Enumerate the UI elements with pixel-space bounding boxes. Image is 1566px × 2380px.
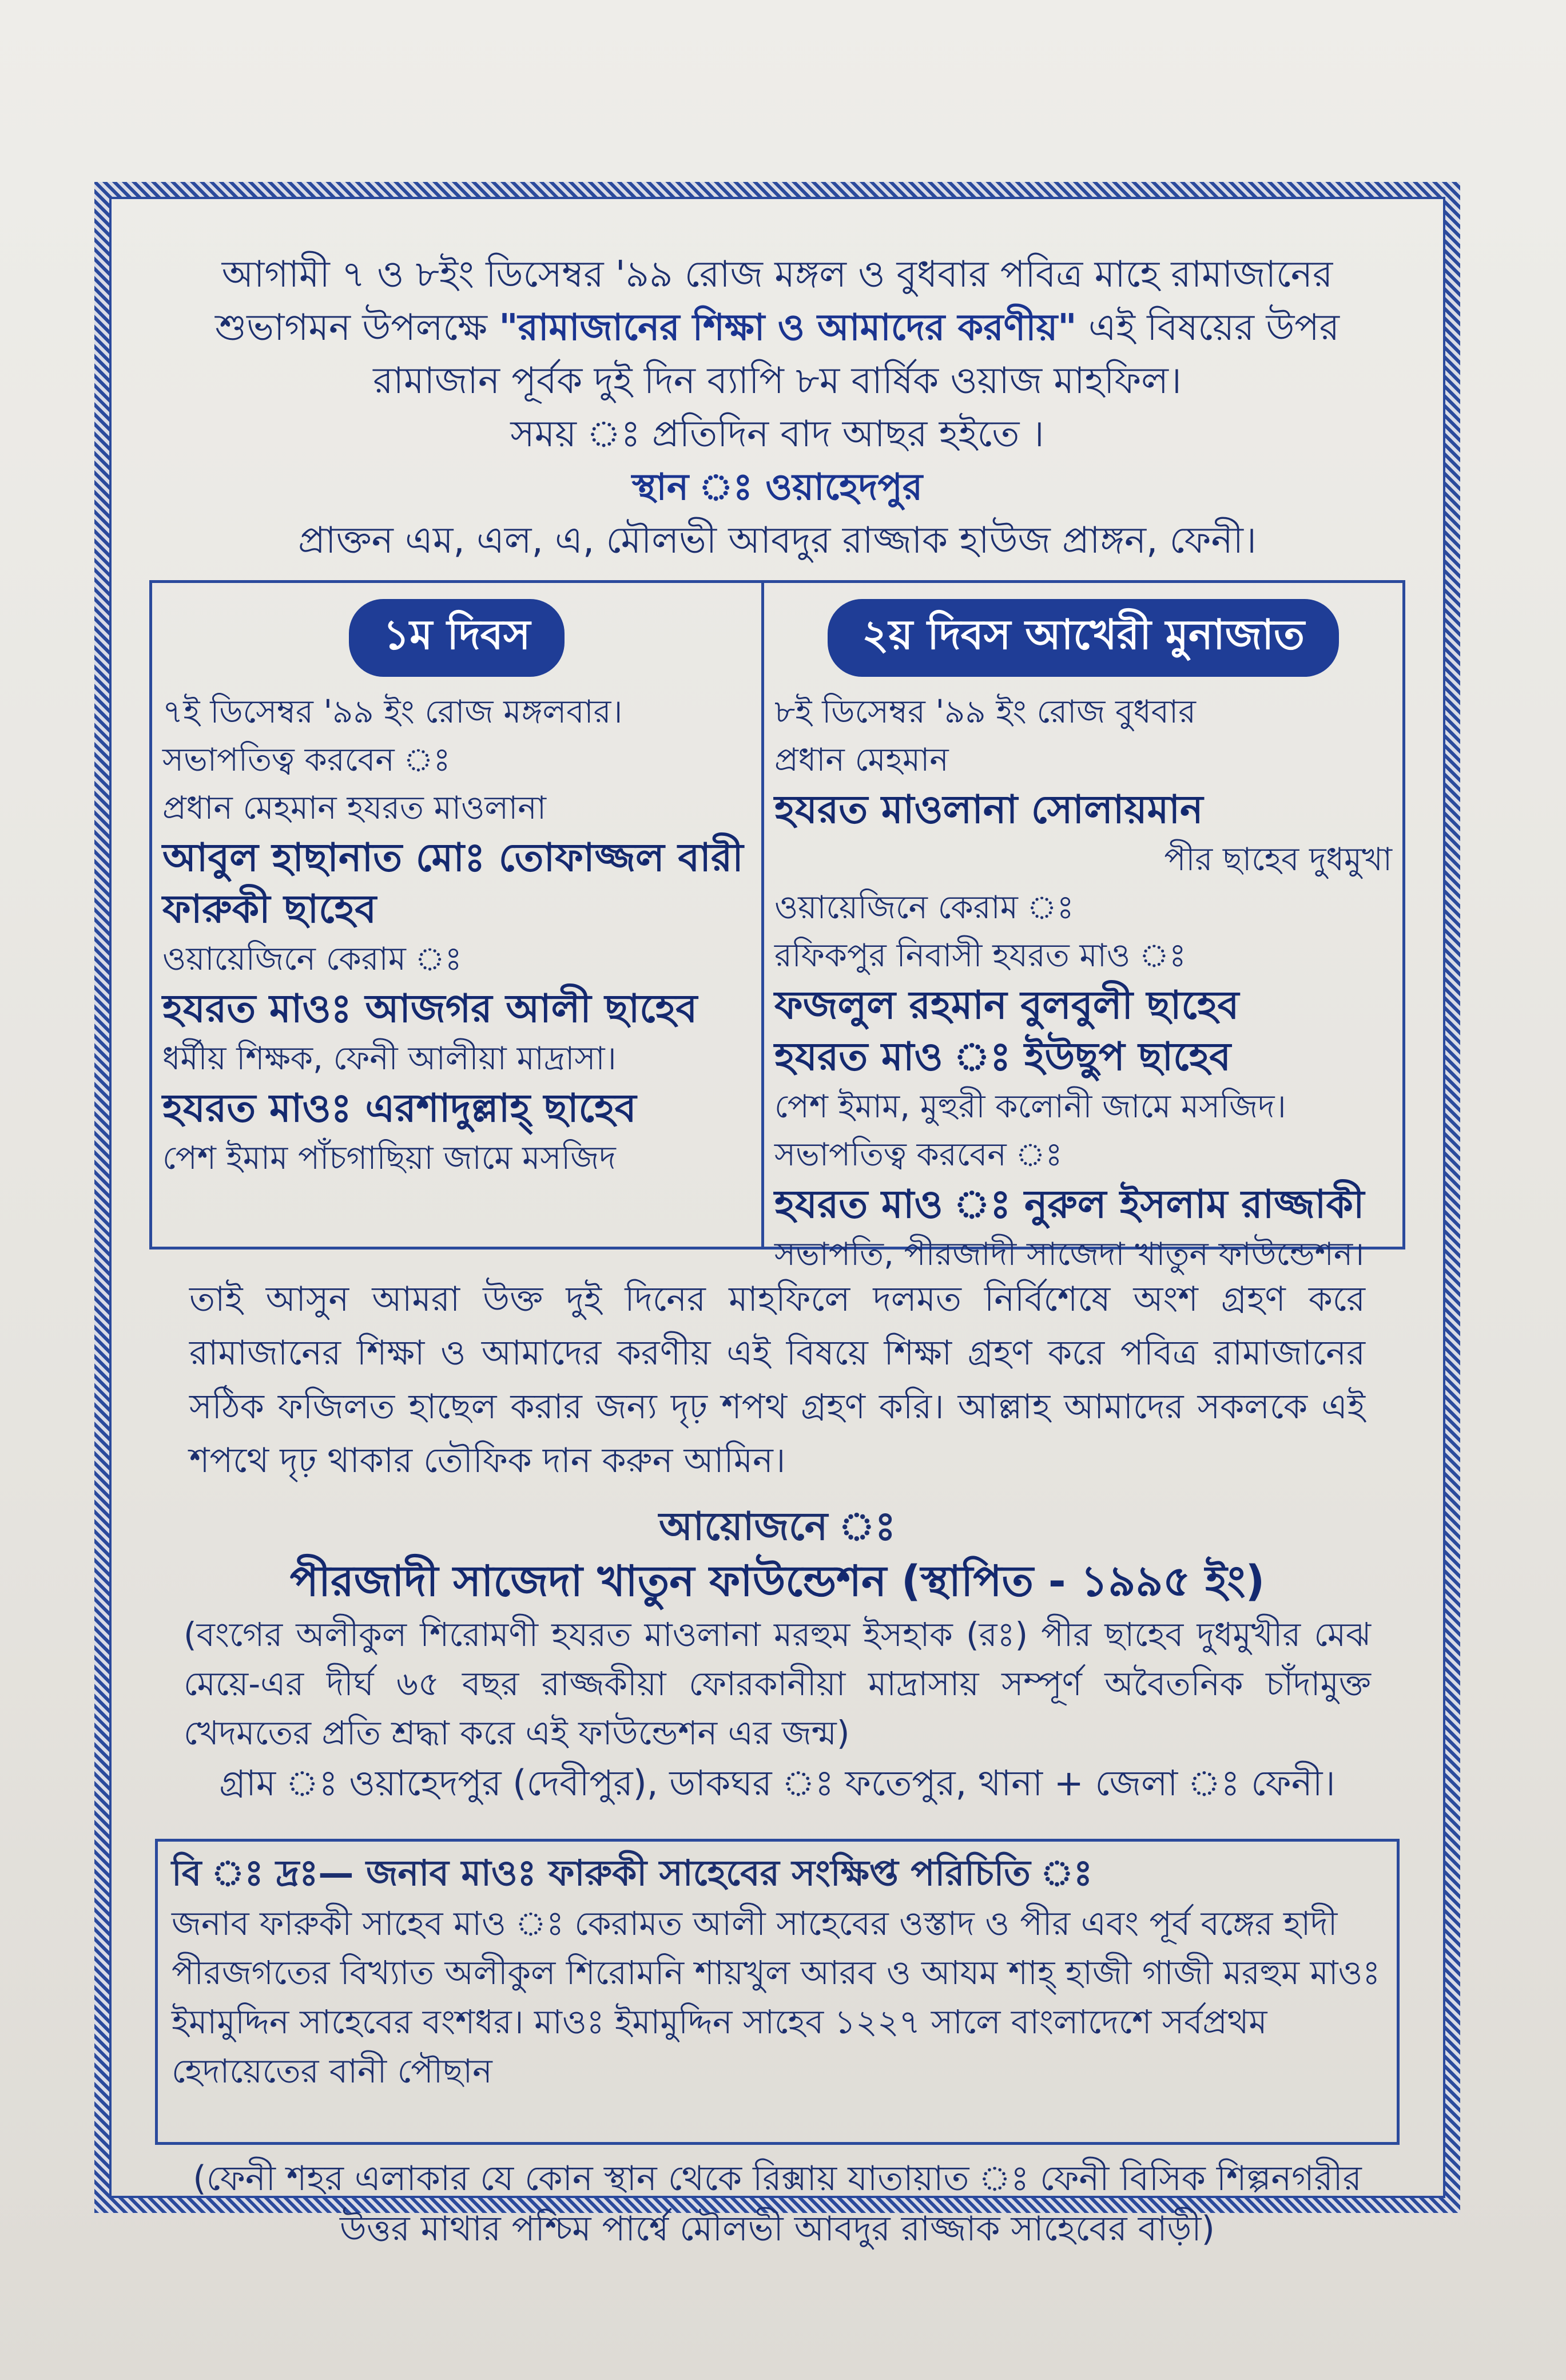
day1-line: প্রধান মেহমান হযরত মাওলানা <box>162 790 546 827</box>
decorative-border <box>94 182 1460 2249</box>
day2-line: হযরত মাওলানা সোলায়মান <box>774 787 1203 832</box>
day1-line: সভাপতিত্ব করবেন ঃ <box>162 741 451 779</box>
day2-line: প্রধান মেহমান <box>774 741 949 779</box>
schedule-columns <box>149 580 1405 1273</box>
organizer-name: পীরজাদী সাজেদা খাতুন ফাউন্ডেশন (স্থাপিত - ১৯৯৫ ইং) <box>289 1557 1265 1606</box>
note-body: জনাব ফারুকী সাহেব মাও ঃ কেরামত আলী সাহেবের ওস্তাদ ও পীর এবং পূর্ব বঙ্গের হাদী পীরজগতের বিখ্যাত অলীকুল শিরোমনি শায়খুল আরব ও আযম শাহ্‌ হাজী গাজী মরহুম মাওঃ ইমামুদ্দিন সাহেবের বংশধর। মাওঃ ইমামুদ্দিন সাহেব ১২২৭ সালে বাংলাদেশে সর্বপ্রথম হেদায়েতের বানী পৌছান <box>172 1904 1381 2091</box>
day2-line: রফিকপুর নিবাসী হযরত মাও ঃ <box>774 937 1186 974</box>
day2-line: সভাপতিত্ব করবেন ঃ <box>774 1136 1063 1173</box>
day1-line: আবুল হাছানাত মোঃ তোফাজ্জল বারী <box>162 835 744 880</box>
day2-lines <box>774 688 1392 1279</box>
note-box <box>155 1839 1400 2145</box>
intro-line-3: রামাজান পূর্বক দুই দিন ব্যাপি ৮ম বার্ষিক ওয়াজ মাহফিল। <box>373 360 1182 402</box>
appeal-paragraph: তাই আসুন আমরা উক্ত দুই দিনের মাহফিলে দলমত নির্বিশেষে অংশ গ্রহণ করে রামাজানের শিক্ষা ও আমাদের করণীয় এই বিষয়ে শিক্ষা গ্রহণ করে পবিত্র রামাজানের সঠিক ফজিলত হাছেল করার জন্য দৃঢ় শপথ গ্রহণ করি। আল্লাহ আমাদের সকলকে এই শপথে দৃঢ় থাকার তৌফিক দান করুন আমিন। <box>189 1279 1365 1481</box>
day2-line: ৮ই ডিসেম্বর '৯৯ ইং রোজ বুধবার <box>774 693 1196 731</box>
day1-line: হযরত মাওঃ এরশাদুল্লাহ্‌ ছাহেব <box>162 1086 637 1131</box>
organizer-description: (বংগের অলীকুল শিরোমণী হযরত মাওলানা মরহুম ইসহাক (রঃ) পীর ছাহেব দুধমুখীর মেঝ মেয়ে-এর দীর্ঘ ৬৫ বছর রাজ্জকীয়া ফোরকানীয়া মাদ্রাসায় সম্পূর্ণ অবৈতনিক চাঁদামুক্ত খেদমতের প্রতি শ্রদ্ধা করে এই ফাউন্ডেশন এর জন্ম) <box>184 1615 1371 1752</box>
day2-line: হযরত মাও ঃ নুরুল ইসলাম রাজ্জাকী <box>774 1182 1365 1227</box>
intro-topic: "রামাজানের শিক্ষা ও আমাদের করণীয়" <box>499 307 1077 349</box>
day2-line: ওয়ায়েজিনে কেরাম ঃ <box>774 889 1074 926</box>
footer-line-1: (ফেনী শহর এলাকার যে কোন স্থান থেকে রিক্সায় যাতায়াত ঃ ফেনী বিসিক শিল্পনগরীর <box>193 2159 1362 2199</box>
day1-title: ১ম দিবস <box>349 599 565 677</box>
day1-line: পেশ ইমাম পাঁচগাছিয়া জামে মসজিদ <box>162 1140 616 1177</box>
footer-line-2: উত্তর মাথার পশ্চিম পার্শ্বে মৌলভী আবদুর রাজ্জাক সাহেবের বাড়ী) <box>340 2209 1215 2249</box>
intro-line-2 <box>149 302 1405 355</box>
intro-block <box>149 248 1405 568</box>
day2-line: পীর ছাহেব দুধমুখা <box>1164 841 1392 878</box>
intro-time: সময় ঃ প্রতিদিন বাদ আছর হইতে । <box>510 413 1044 455</box>
day2-line: ফজলুল রহমান বুলবুলী ছাহেব <box>774 983 1239 1028</box>
day1-line: ওয়ায়েজিনে কেরাম ঃ <box>162 941 462 978</box>
day2-line: হযরত মাও ঃ ইউছুপ ছাহেব <box>774 1034 1231 1080</box>
frame-content <box>126 214 1428 2249</box>
intro-line-2-pre: শুভাগমন উপলক্ষে <box>215 307 499 349</box>
day1-line: ফারুকী ছাহেব <box>162 887 377 932</box>
intro-line-2-post: এই বিষয়ের উপর <box>1076 307 1340 349</box>
day2-title: ২য় দিবস আখেরী মুনাজাত <box>828 599 1339 677</box>
day1-line: ধর্মীয় শিক্ষক, ফেনী আলীয়া মাদ্রাসা। <box>162 1040 617 1077</box>
day1-line: ৭ই ডিসেম্বর '৯৯ ইং রোজ মঙ্গলবার। <box>162 693 623 731</box>
organizer-label: আয়োজনে ঃ <box>659 1504 896 1549</box>
day1-line: হযরত মাওঃ আজগর আলী ছাহেব <box>162 986 698 1032</box>
day2-column <box>764 583 1402 1273</box>
note-title: বি ঃ দ্রঃ— জনাব মাওঃ ফারুকী সাহেবের সংক্ষিপ্ত পরিচিতি ঃ <box>172 1852 1093 1894</box>
day1-column <box>152 583 764 1247</box>
day2-line: সভাপতি, পীরজাদী সাজেদা খাতুন ফাউন্ডেশন। <box>774 1236 1365 1273</box>
day2-line: পেশ ইমাম, মুহুরী কলোনী জামে মসজিদ। <box>774 1088 1286 1125</box>
intro-venue: স্থান ঃ ওয়াহেদপুর <box>631 466 923 509</box>
organizer-block <box>149 1501 1405 1809</box>
organizer-address: গ্রাম ঃ ওয়াহেদপুর (দেবীপুর), ডাকঘর ঃ ফতেপুর, থানা + জেলা ঃ ফেনী। <box>219 1762 1336 1804</box>
day1-lines <box>162 688 751 1183</box>
directions-footer <box>149 2153 1405 2254</box>
intro-venue-detail: প্রাক্তন এম, এল, এ, মৌলভী আবদুর রাজ্জাক হাউজ প্রাঙ্গন, ফেনী। <box>298 519 1257 562</box>
intro-line-1: আগামী ৭ ও ৮ইং ডিসেম্বর '৯৯ রোজ মঙ্গল ও বুধবার পবিত্র মাহে রামাজানের <box>221 253 1333 296</box>
